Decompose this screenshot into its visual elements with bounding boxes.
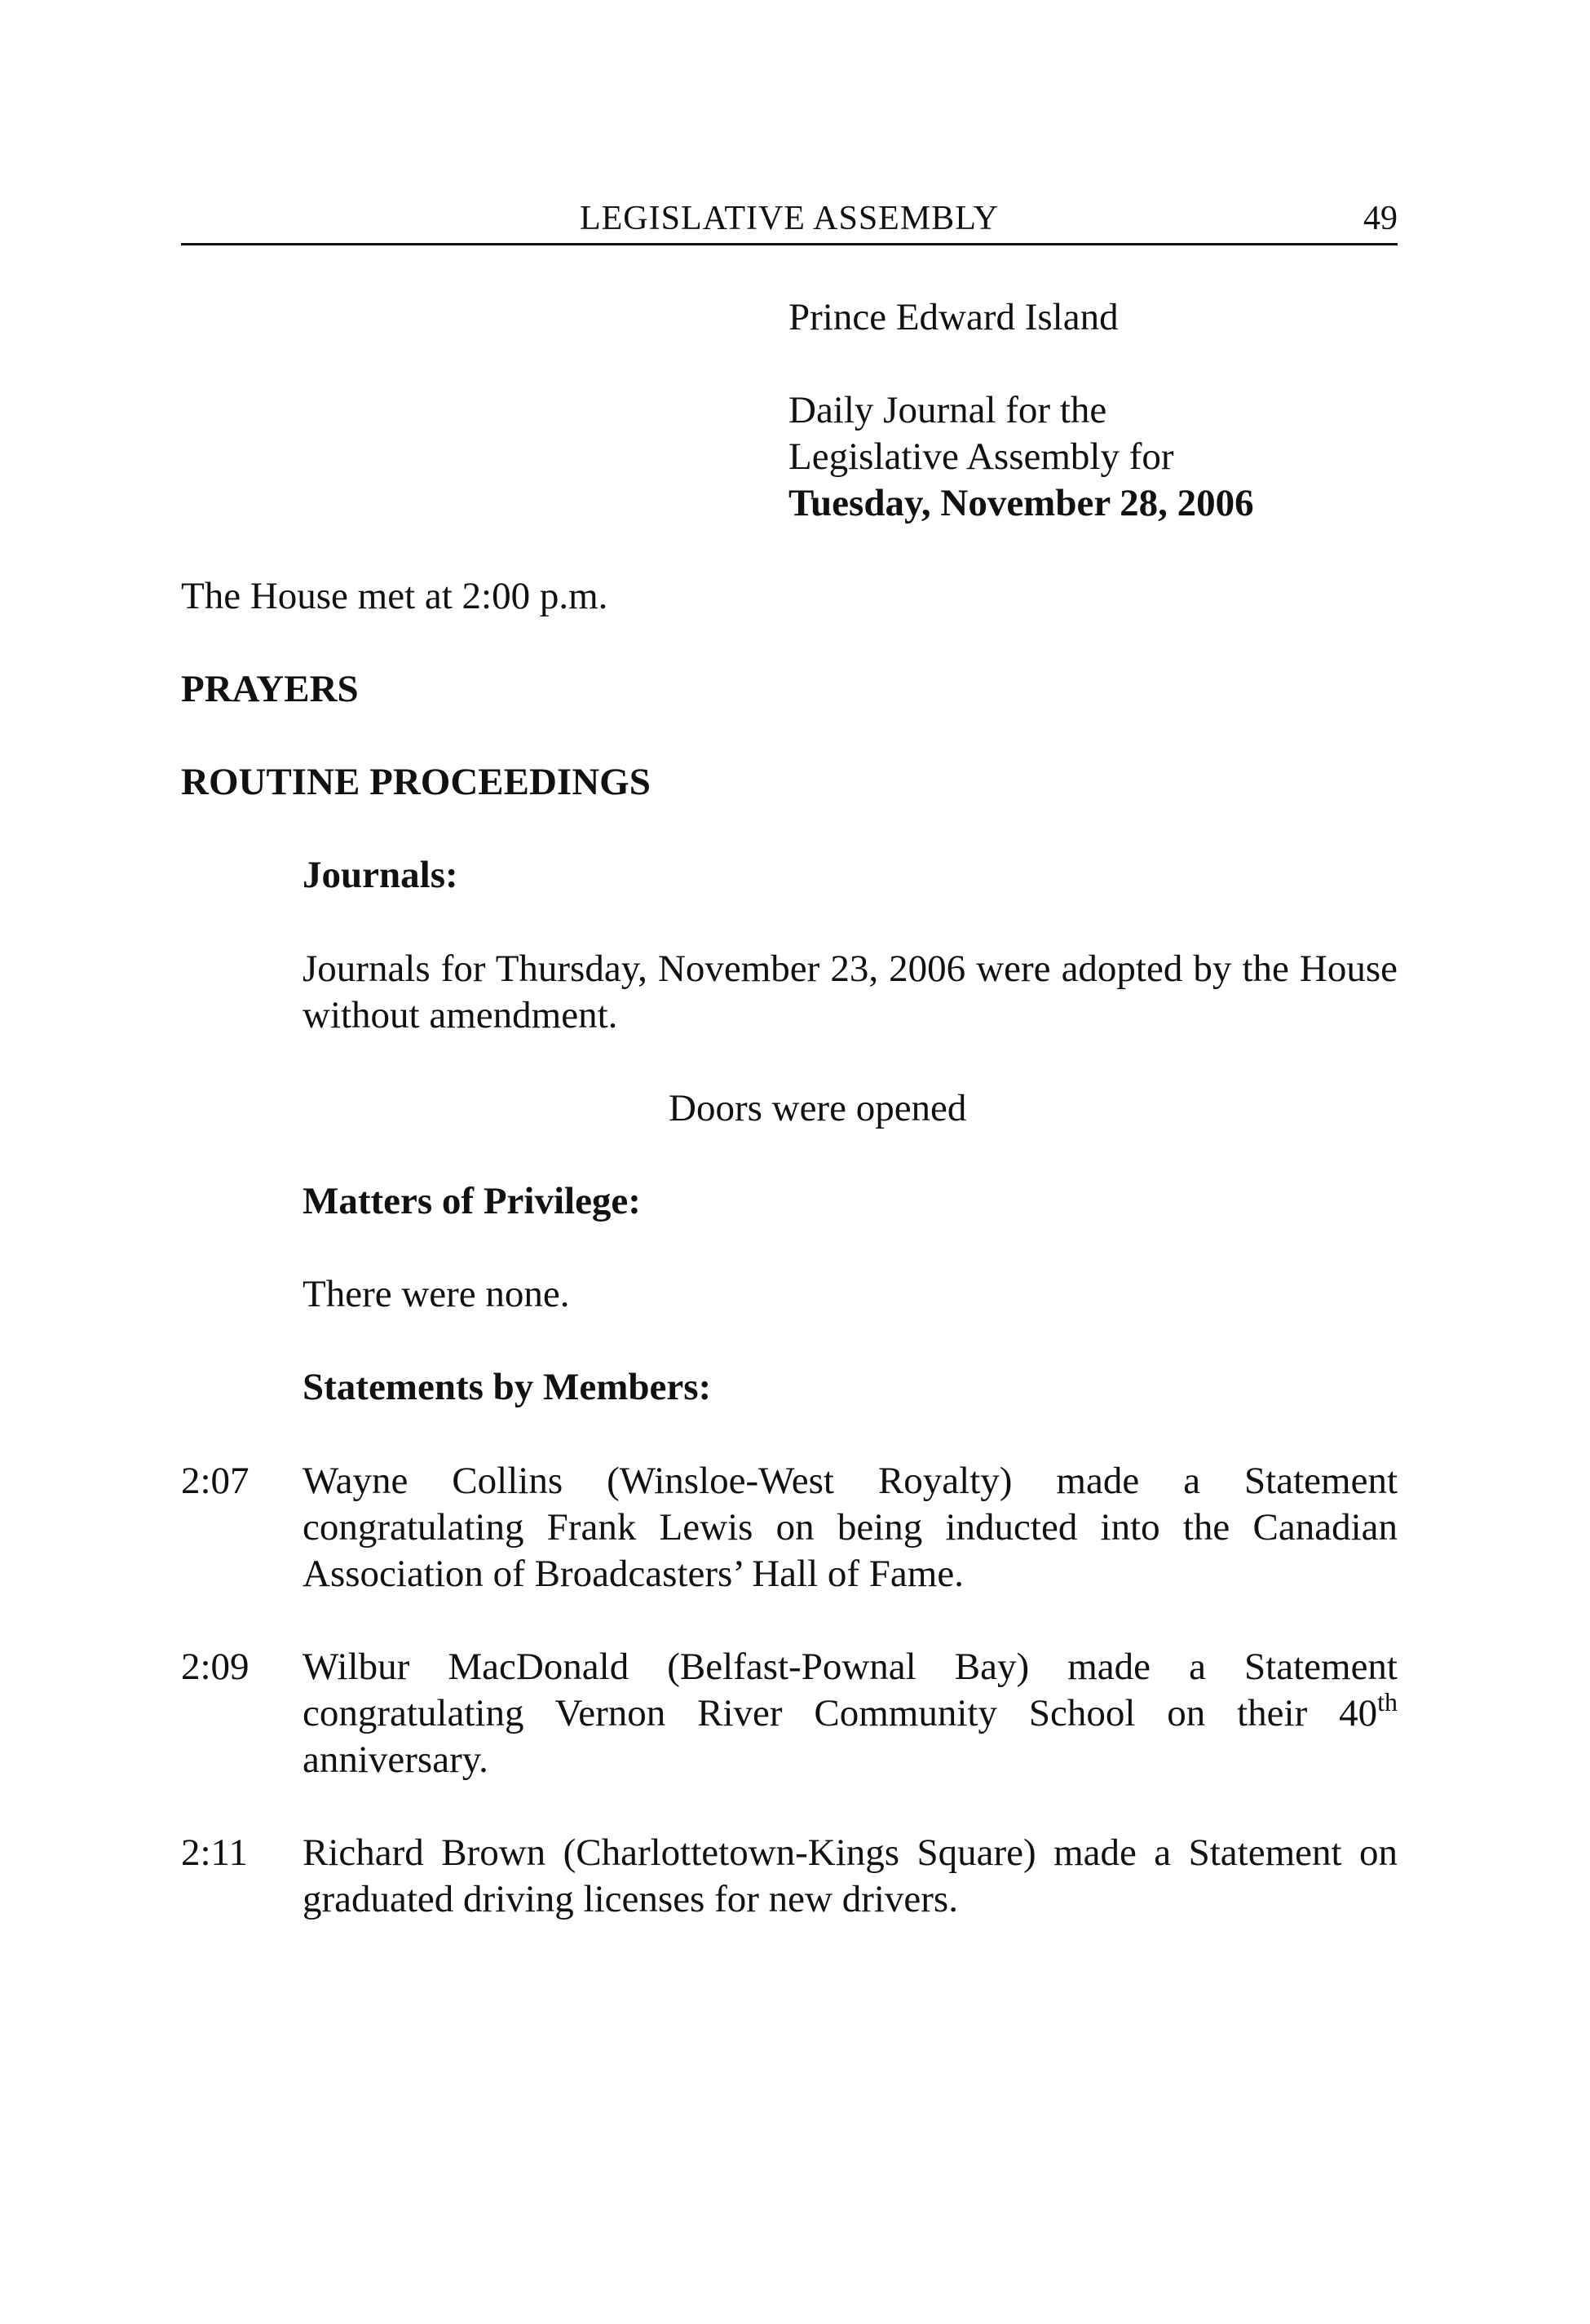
- statement-text: Richard Brown (Charlottetown-Kings Square) made a Statement on graduated driving licenses for new drivers.: [303, 1831, 1398, 1920]
- journals-text: Journals for Thursday, November 23, 2006 were adopted by the House without amendment.: [303, 948, 1398, 1036]
- statement-text: Wayne Collins (Winsloe-West Royalty) made a Statement congratulating Frank Lewis on being inducted into the Canadian Association of Broadcasters’ Hall of Fame.: [303, 1460, 1398, 1595]
- statement-text-end: anniversary.: [303, 1739, 488, 1781]
- province-name: Prince Edward Island: [788, 296, 1119, 338]
- doors-opened-text: Doors were opened: [669, 1087, 967, 1129]
- statement-text: [303, 1644, 1398, 1783]
- statement-time: 2:07: [181, 1460, 250, 1502]
- journals-heading: Journals:: [303, 854, 458, 896]
- statement-text-main: Wilbur MacDonald (Belfast-Pownal Bay) made a Statement congratulating Vernon River Community School on their 40: [303, 1646, 1398, 1734]
- statement-time: 2:11: [181, 1831, 248, 1874]
- page-header: [181, 199, 1398, 245]
- journal-title-line2: Legislative Assembly for: [788, 435, 1174, 478]
- journal-date: Tuesday, November 28, 2006: [788, 482, 1254, 524]
- ordinal-superscript: th: [1377, 1687, 1398, 1716]
- statements-heading: Statements by Members:: [303, 1366, 712, 1408]
- house-met-text: The House met at 2:00 p.m.: [181, 575, 608, 617]
- page-number: 49: [1363, 200, 1398, 237]
- prayers-heading: PRAYERS: [181, 668, 359, 710]
- privilege-heading: Matters of Privilege:: [303, 1180, 641, 1222]
- privilege-text: There were none.: [303, 1273, 570, 1315]
- journal-title-line1: Daily Journal for the: [788, 389, 1107, 431]
- header-title: LEGISLATIVE ASSEMBLY: [580, 200, 999, 237]
- statement-time: 2:09: [181, 1646, 250, 1688]
- routine-proceedings-heading: ROUTINE PROCEEDINGS: [181, 761, 651, 803]
